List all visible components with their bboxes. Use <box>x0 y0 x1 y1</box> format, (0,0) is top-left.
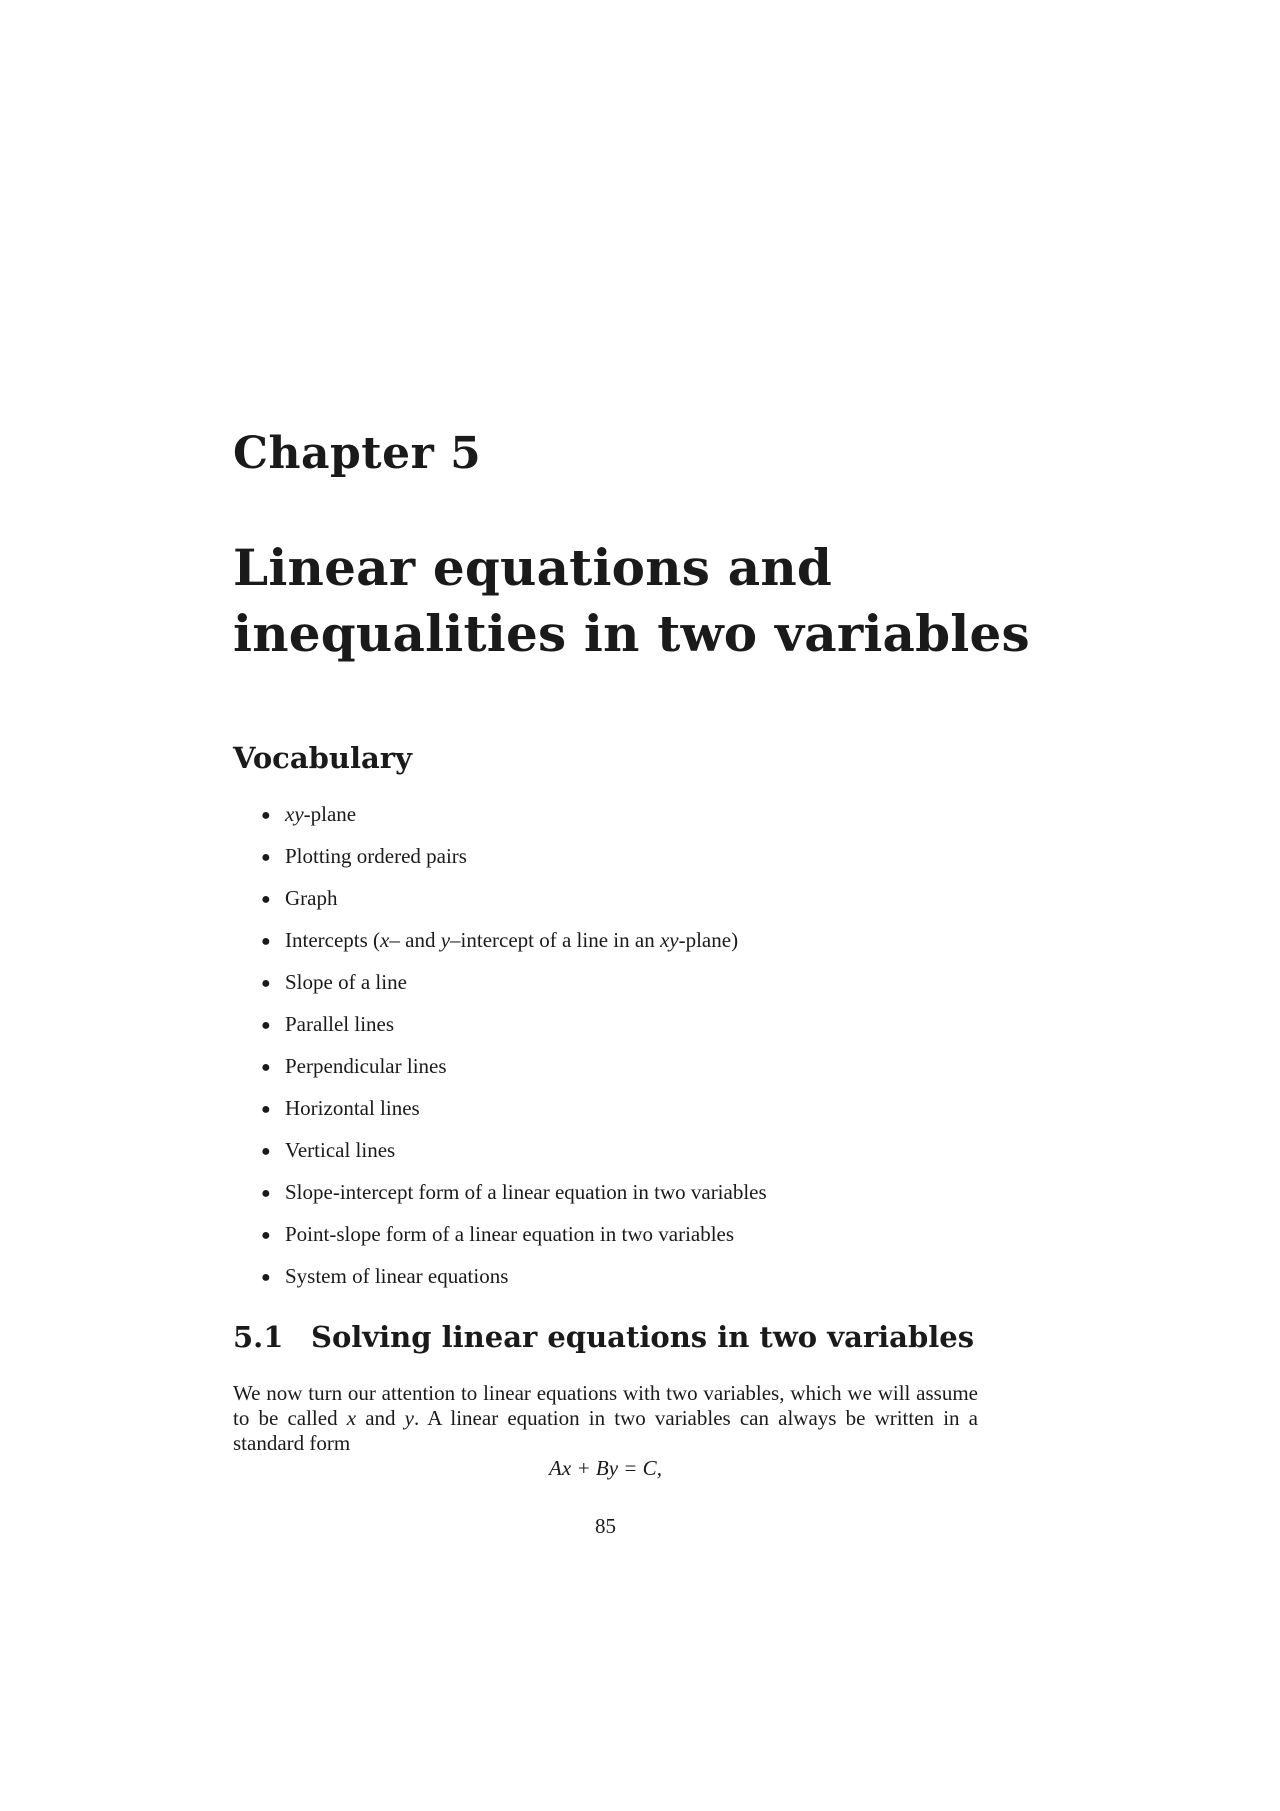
list-item <box>261 842 767 884</box>
list-item-label: Slope-intercept form of a linear equation in two variables <box>285 1180 767 1204</box>
list-item <box>261 1052 767 1094</box>
list-item <box>261 1262 767 1304</box>
section-title: Solving linear equations in two variables <box>311 1320 975 1354</box>
list-item-label: Vertical lines <box>285 1138 396 1162</box>
list-item <box>261 1136 767 1178</box>
vocabulary-heading: Vocabulary <box>233 741 412 775</box>
list-item-label: System of linear equations <box>285 1264 509 1288</box>
list-item-label: Perpendicular lines <box>285 1054 447 1078</box>
bullet-icon: ● <box>261 891 271 908</box>
list-item <box>261 926 767 968</box>
list-item-label: xy-plane <box>285 802 357 826</box>
bullet-icon: ● <box>261 1143 271 1160</box>
chapter-label: Chapter 5 <box>233 428 482 479</box>
bullet-icon: ● <box>261 1059 271 1076</box>
page-number: 85 <box>595 1514 616 1538</box>
standard-form-equation: Ax + By = C, <box>549 1456 662 1480</box>
section-number: 5.1 <box>233 1320 284 1354</box>
list-item <box>261 884 767 926</box>
section-paragraph: We now turn our attention to linear equations with two variables, which we will assume to be called x and y. A linear equation in two variables can always be written in a standard form <box>233 1381 978 1455</box>
list-item <box>261 1094 767 1136</box>
bullet-icon: ● <box>261 807 271 824</box>
bullet-icon: ● <box>261 933 271 950</box>
list-item <box>261 968 767 1010</box>
bullet-icon: ● <box>261 1017 271 1034</box>
bullet-icon: ● <box>261 849 271 866</box>
bullet-icon: ● <box>261 1269 271 1286</box>
bullet-icon: ● <box>261 1227 271 1244</box>
list-item-label: Graph <box>285 886 338 910</box>
list-item-label: Horizontal lines <box>285 1096 420 1120</box>
list-item <box>261 1010 767 1052</box>
bullet-icon: ● <box>261 1101 271 1118</box>
document-page <box>233 0 1053 1811</box>
list-item-label: Point-slope form of a linear equation in two variables <box>285 1222 735 1246</box>
list-item-label: Intercepts (x– and y–intercept of a line in an xy-plane) <box>285 928 739 952</box>
vocabulary-list <box>261 800 767 1304</box>
list-item <box>261 1178 767 1220</box>
section-heading <box>233 1320 975 1354</box>
list-item-label: Plotting ordered pairs <box>285 844 467 868</box>
chapter-title: Linear equations and inequalities in two variables <box>233 538 1030 663</box>
bullet-icon: ● <box>261 1185 271 1202</box>
list-item <box>261 1220 767 1262</box>
bullet-icon: ● <box>261 975 271 992</box>
list-item-label: Parallel lines <box>285 1012 395 1036</box>
list-item <box>261 800 767 842</box>
list-item-label: Slope of a line <box>285 970 407 994</box>
